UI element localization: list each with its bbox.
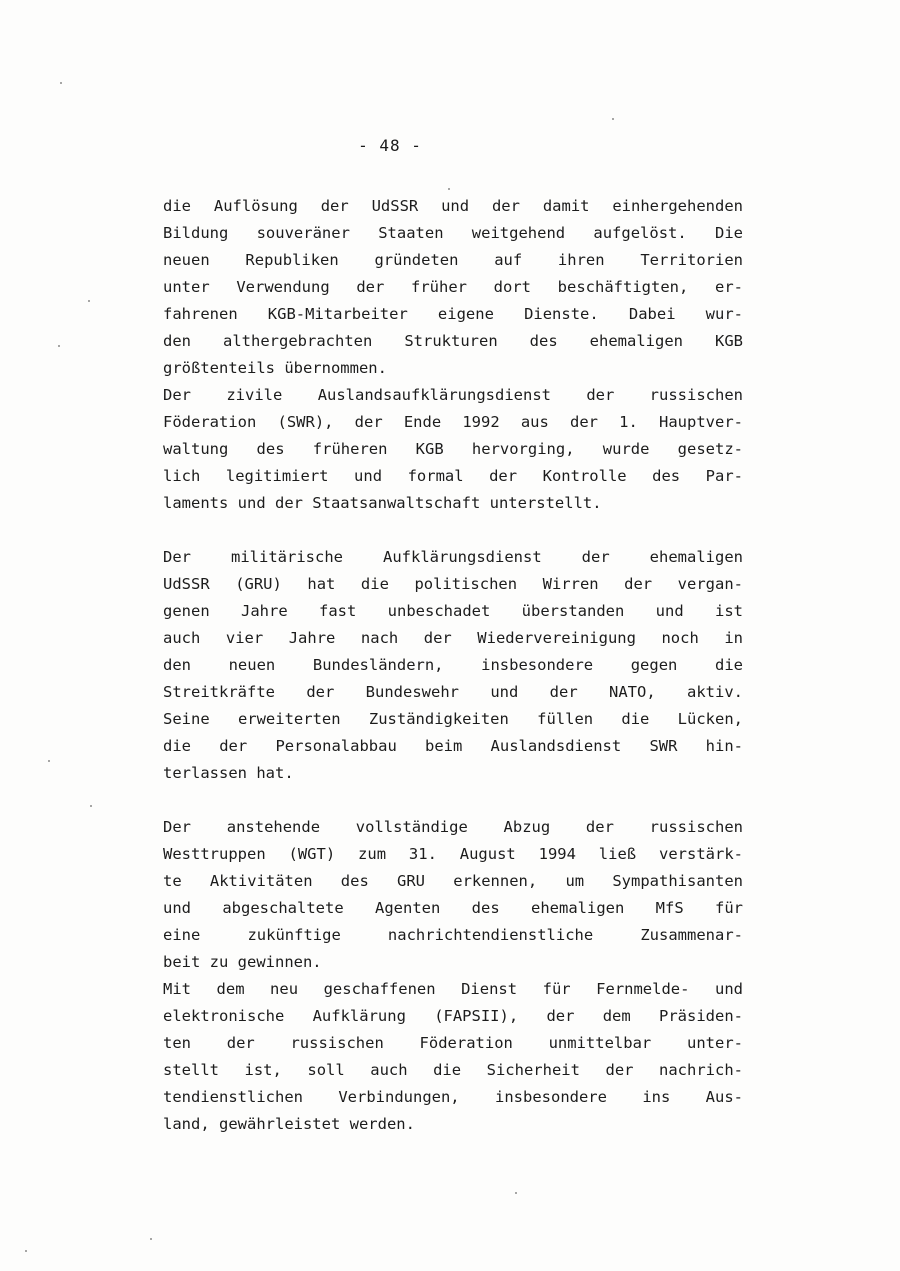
text-line: genen Jahre fast unbeschadet überstanden und ist (163, 602, 743, 620)
text-line: te Aktivitäten des GRU erkennen, um Sympathisanten (163, 872, 743, 890)
paragraph-3 (163, 544, 743, 787)
text-line: eine zukünftige nachrichtendienstliche Zusammenar- (163, 926, 743, 944)
scan-speck (448, 188, 450, 190)
scan-speck (60, 82, 62, 84)
text-line: die der Personalabbau beim Auslandsdienst SWR hin- (163, 737, 743, 755)
text-line: Seine erweiterten Zuständigkeiten füllen die Lücken, (163, 710, 743, 728)
paragraph-gap (163, 787, 743, 814)
text-line: lich legitimiert und formal der Kontrolle des Par- (163, 467, 743, 485)
text-line: Streitkräfte der Bundeswehr und der NATO, aktiv. (163, 683, 743, 701)
text-line: Westtruppen (WGT) zum 31. August 1994 ließ verstärk- (163, 845, 743, 863)
text-line: terlassen hat. (163, 764, 294, 782)
text-line: Der zivile Auslandsaufklärungsdienst der russischen (163, 386, 743, 404)
scan-speck (90, 805, 92, 807)
scan-speck (25, 1250, 27, 1252)
text-line: waltung des früheren KGB hervorging, wurde gesetz- (163, 440, 743, 458)
scan-speck (48, 760, 50, 762)
page-number: - 48 - (358, 136, 422, 155)
text-line: land, gewährleistet werden. (163, 1115, 415, 1133)
text-line: neuen Republiken gründeten auf ihren Territorien (163, 251, 743, 269)
text-line: beit zu gewinnen. (163, 953, 322, 971)
text-line: den althergebrachten Strukturen des ehemaligen KGB (163, 332, 743, 350)
text-line: die Auflösung der UdSSR und der damit einhergehenden (163, 197, 743, 215)
scan-speck (58, 345, 60, 347)
text-line: Der militärische Aufklärungsdienst der ehemaligen (163, 548, 743, 566)
text-line: stellt ist, soll auch die Sicherheit der nachrich- (163, 1061, 743, 1079)
paragraph-2 (163, 382, 743, 517)
document-body (163, 193, 743, 1138)
paragraph-gap (163, 517, 743, 544)
text-line: größtenteils übernommen. (163, 359, 387, 377)
scan-speck (88, 300, 90, 302)
text-line: ten der russischen Föderation unmittelbar unter- (163, 1034, 743, 1052)
scan-speck (612, 118, 614, 120)
text-line: fahrenen KGB-Mitarbeiter eigene Dienste. Dabei wur- (163, 305, 743, 323)
text-line: laments und der Staatsanwaltschaft unterstellt. (163, 494, 602, 512)
paragraph-4 (163, 814, 743, 976)
text-line: tendienstlichen Verbindungen, insbesondere ins Aus- (163, 1088, 743, 1106)
scan-speck (150, 1238, 152, 1240)
text-line: Bildung souveräner Staaten weitgehend aufgelöst. Die (163, 224, 743, 242)
text-line: Mit dem neu geschaffenen Dienst für Fernmelde- und (163, 980, 743, 998)
text-line: den neuen Bundesländern, insbesondere gegen die (163, 656, 743, 674)
text-line: elektronische Aufklärung (FAPSII), der dem Präsiden- (163, 1007, 743, 1025)
text-line: und abgeschaltete Agenten des ehemaligen MfS für (163, 899, 743, 917)
paragraph-5 (163, 976, 743, 1138)
text-line: UdSSR (GRU) hat die politischen Wirren der vergan- (163, 575, 743, 593)
text-line: unter Verwendung der früher dort beschäftigten, er- (163, 278, 743, 296)
scan-speck (515, 1192, 517, 1194)
text-line: Föderation (SWR), der Ende 1992 aus der 1. Hauptver- (163, 413, 743, 431)
text-line: Der anstehende vollständige Abzug der russischen (163, 818, 743, 836)
paragraph-1 (163, 193, 743, 382)
text-line: auch vier Jahre nach der Wiedervereinigung noch in (163, 629, 743, 647)
